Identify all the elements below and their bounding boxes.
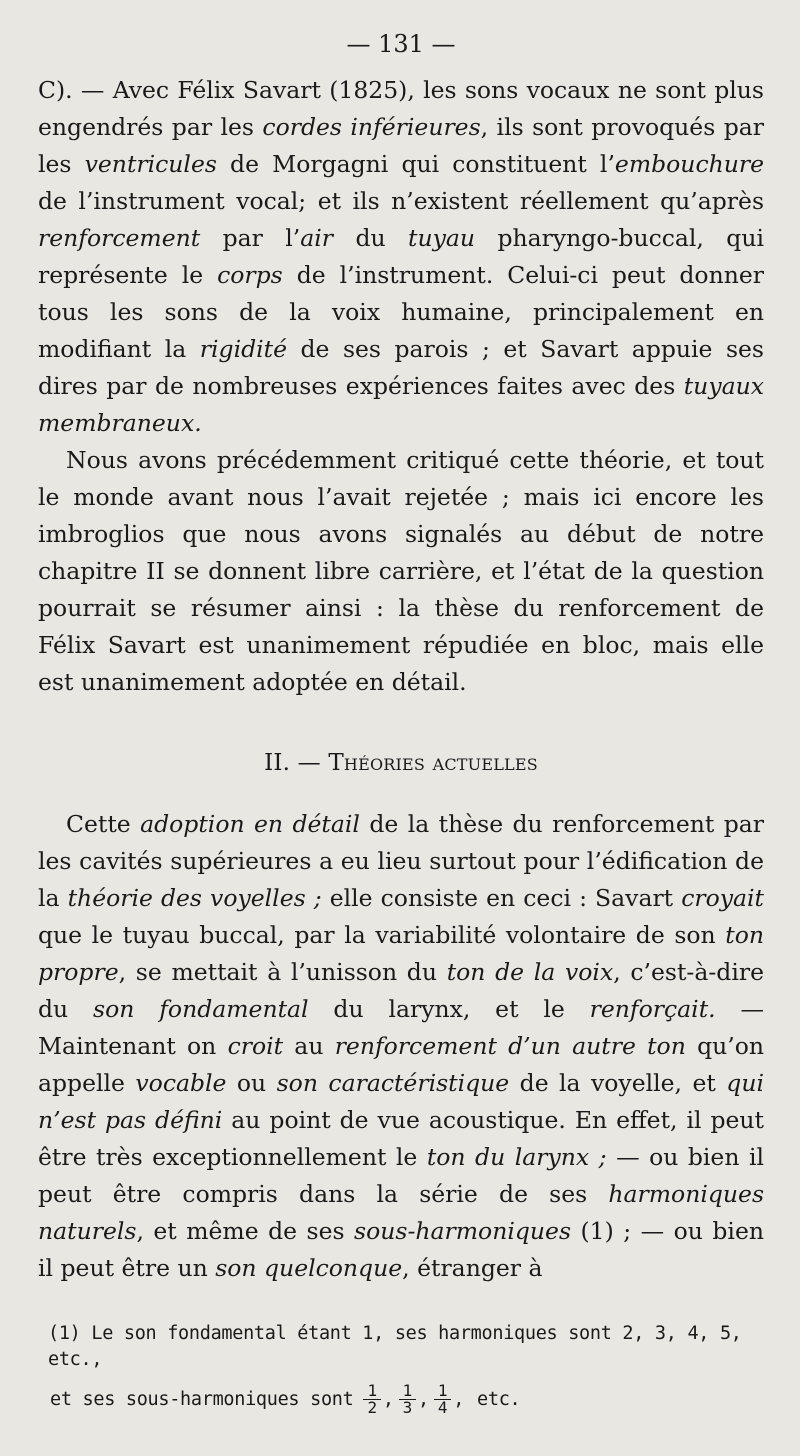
italic-text: cordes inférieures (262, 113, 481, 141)
italic-text: ton du larynx ; (426, 1143, 607, 1171)
italic-text: corps (217, 261, 283, 289)
text-run: au point de vue acoustique. En effet, il peut être très exceptionnellement le (38, 1106, 764, 1171)
italic-text: renforçait. (589, 995, 716, 1023)
text-run: , étranger à (402, 1254, 543, 1282)
text-run: de l’instrument vocal; et ils n’existent réellement qu’après (38, 187, 764, 215)
italic-text: ton de la voix (446, 958, 614, 986)
italic-text: air (300, 224, 334, 252)
text-run: Cette (66, 810, 141, 838)
italic-text: sous-harmoniques (354, 1217, 571, 1245)
italic-text: tuyau (408, 224, 476, 252)
main-text (38, 72, 764, 1287)
heading-numeral: II. — (264, 750, 321, 776)
paragraph-section-c (38, 72, 764, 442)
italic-text: son fondamental (93, 995, 309, 1023)
text-run: par l’ (200, 224, 301, 252)
footnote-suffix: etc. (477, 1388, 521, 1410)
footnote-line-2: et ses sous-harmoniques sont $\frac{1}{2}$ , $\frac{1}{3}$ , $\frac{1}{4}$ , etc. (50, 1381, 521, 1417)
paragraph-critique: Nous avons précédemment critiqué cette théorie, et tout le monde avant nous l’avait rejetée ; mais ici encore les imbroglios que nous avons signalés au début de notre chapitre II se donnent libre carrière, et l’état de la question pourrait se résumer ainsi : la thèse du renforcement de Félix Savart est unanimement répudiée en bloc, mais elle est unanimement adoptée en détail. (38, 446, 764, 696)
text-run: au (283, 1032, 335, 1060)
section-c-body (38, 76, 764, 437)
text-run: elle consiste en ceci : Savart (321, 884, 682, 912)
text-run: de la thèse du renforcement par les cavités supérieures a eu lieu surtout pour l’édification de la (38, 810, 765, 912)
text-run: — Avec Félix Savart (1825), les sons vocaux ne sont plus engendrés par les (38, 76, 764, 141)
text-run: du larynx, et le (308, 995, 590, 1023)
paragraph-theories (38, 806, 764, 1287)
text-run: — Maintenant on (38, 995, 764, 1060)
heading-title: Théories actuelles (328, 750, 538, 776)
text-run: , ils sont provoqués par les (38, 113, 764, 178)
text-run: qu’on appelle (38, 1032, 765, 1097)
text-run: de Morgagni qui constituent l’ (216, 150, 615, 178)
italic-text: son caractéristique (276, 1069, 510, 1097)
text-run: pharyngo-buccal, qui représente le (38, 224, 764, 289)
italic-text: rigidité (199, 335, 287, 363)
italic-text: renforcement d’un autre ton (334, 1032, 686, 1060)
italic-text: croyait (681, 884, 764, 912)
fraction-half: $\frac{1}{2}$ (363, 1383, 380, 1416)
theories-body (38, 810, 764, 1282)
fraction-third: $\frac{1}{3}$ (399, 1383, 416, 1416)
italic-text: vocable (135, 1069, 227, 1097)
italic-text: harmoniques naturels (38, 1180, 764, 1245)
section-heading (38, 745, 764, 782)
text-run: de la voyelle, et (509, 1069, 727, 1097)
text-run: , se mettait à l’unisson du (118, 958, 447, 986)
italic-text: adoption en détail (140, 810, 360, 838)
section-c-label: C). (38, 76, 73, 104)
italic-text: renforcement (38, 224, 201, 252)
text-run: que le tuyau buccal, par la variabilité volontaire de son (38, 921, 726, 949)
italic-text: théorie des voyelles ; (67, 884, 322, 912)
fraction-quarter: $\frac{1}{4}$ (434, 1383, 451, 1416)
italic-text: ventricules (84, 150, 217, 178)
italic-text: qui n’est pas défini (38, 1069, 764, 1134)
text-run: du (333, 224, 409, 252)
page-number: — 131 — (346, 30, 456, 58)
footnote (38, 1321, 764, 1416)
text-run: de ses parois ; et Savart appuie ses dires par de nombreuses expériences faites avec des (38, 335, 764, 400)
text-run: — ou bien il peut être compris dans la série de ses (38, 1143, 764, 1208)
footnote-line-1: (1) Le son fondamental étant 1, ses harmoniques sont 2, 3, 4, 5, etc., (48, 1323, 742, 1370)
text-run: (1) ; — ou bien il peut être un (38, 1217, 764, 1282)
italic-text: ton propre (38, 921, 764, 986)
text-run: ou (226, 1069, 277, 1097)
italic-text: embouchure (614, 150, 765, 178)
text-run: , et même de ses (136, 1217, 355, 1245)
italic-text: croit (227, 1032, 284, 1060)
text-run: , c’est-à-dire du (38, 958, 765, 1023)
text-run: de l’instrument. Celui-ci peut donner tous les sons de la voix humaine, principalement en modifiant la (38, 261, 764, 363)
footnote-prefix: et ses sous-harmoniques sont (50, 1388, 354, 1410)
italic-text: son quelconque (215, 1254, 403, 1282)
italic-text: tuyaux membraneux. (38, 372, 764, 437)
